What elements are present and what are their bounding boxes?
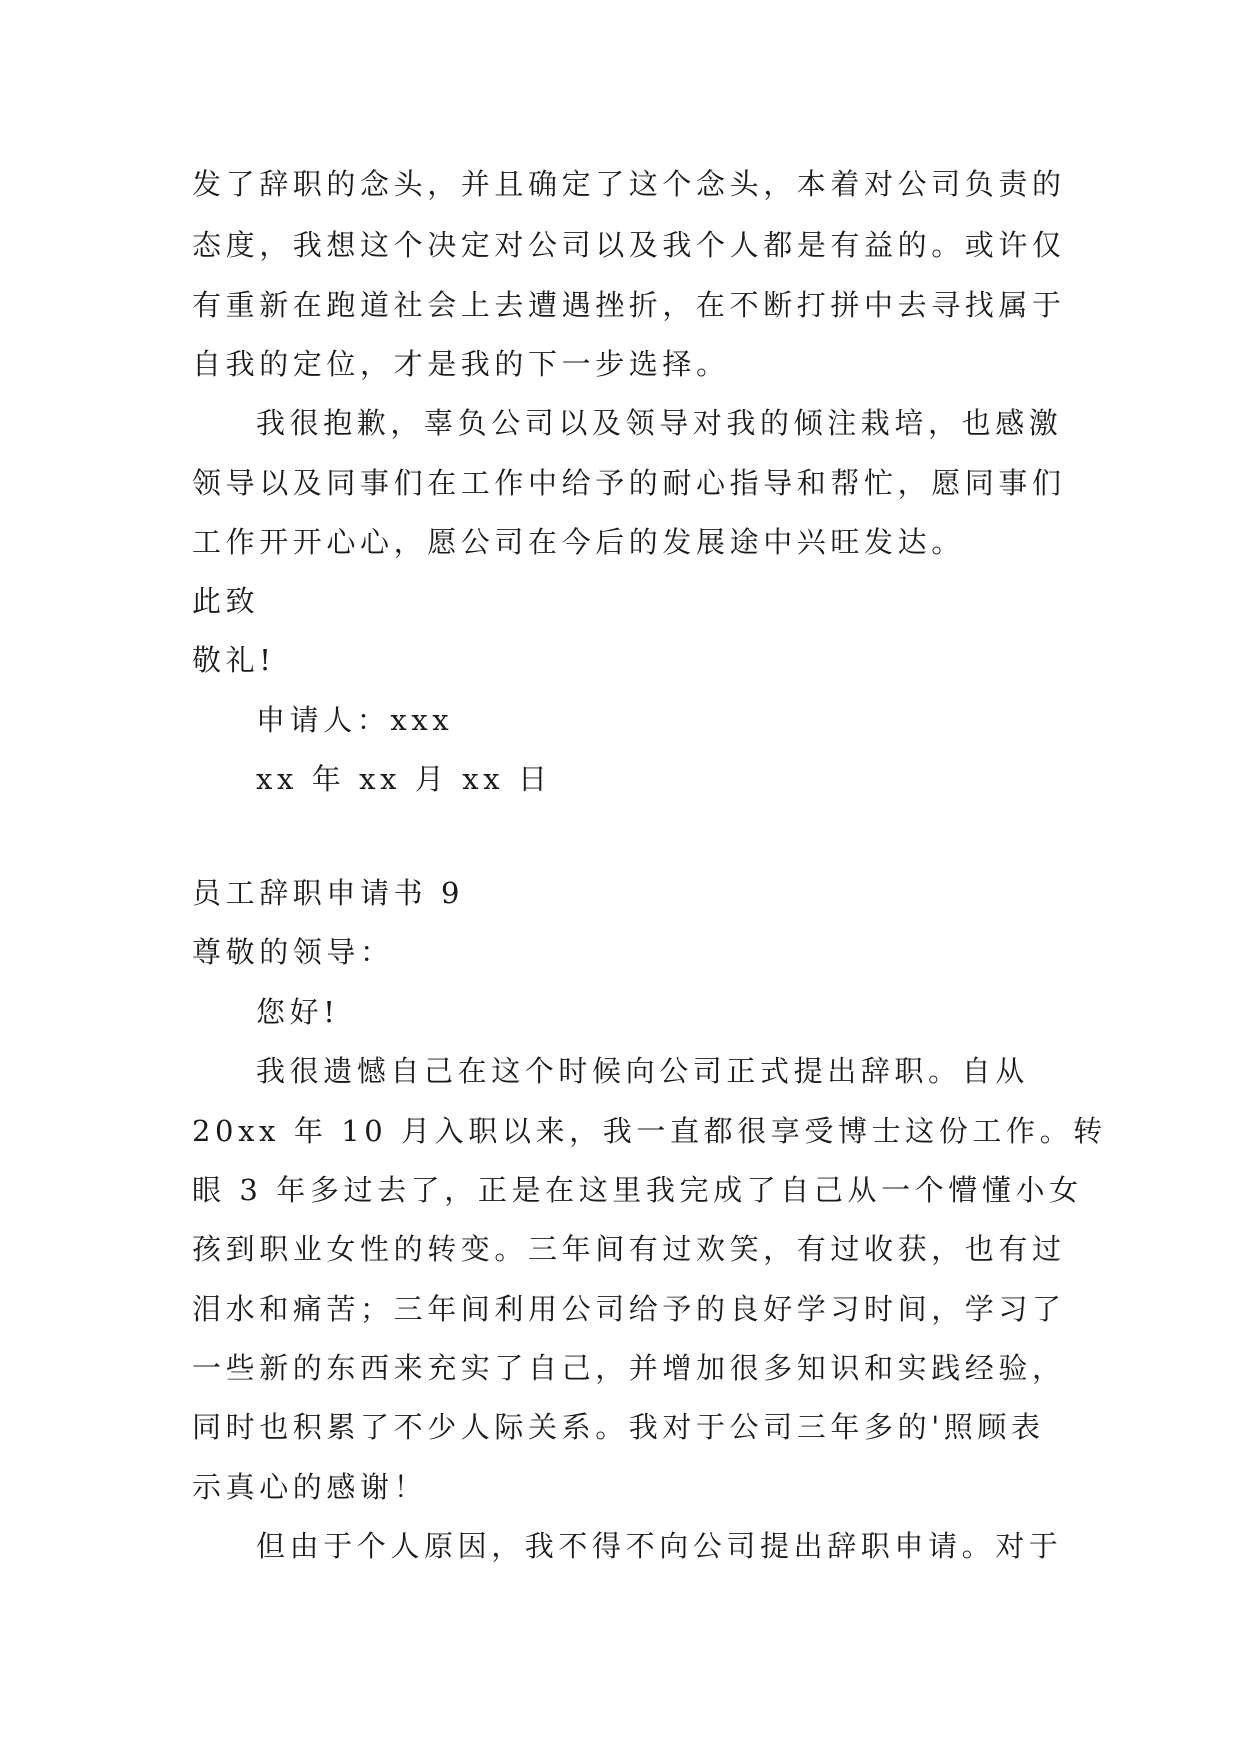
body-line: 自我的定位，才是我的下一步选择。 [192,347,730,381]
greeting-line: 您好! [256,995,340,1029]
body-line: 我很抱歉，辜负公司以及领导对我的倾注栽培，也感激 [256,406,1063,440]
date-line: xx 年 xx 月 xx 日 [256,762,552,796]
body-line: 一些新的东西来充实了自己，并增加很多知识和实践经验， [192,1351,1066,1385]
body-line: 我很遗憾自己在这个时候向公司正式提出辞职。自从 [256,1054,1029,1088]
closing-line: 此致 [192,584,260,618]
body-line: 但由于个人原因，我不得不向公司提出辞职申请。对于 [256,1529,1063,1563]
body-line: 态度，我想这个决定对公司以及我个人都是有益的。或许仅 [192,228,1066,262]
body-line: 同时也积累了不少人际关系。我对于公司三年多的'照顾表 [192,1410,1045,1444]
body-line: 泪水和痛苦；三年间利用公司给予的良好学习时间，学习了 [192,1292,1066,1326]
body-line: 发了辞职的念头，并且确定了这个念头，本着对公司负责的 [192,167,1066,201]
body-line: 领导以及同事们在工作中给予的耐心指导和帮忙，愿同事们 [192,466,1066,500]
body-line: 20xx 年 10 月入职以来，我一直都很享受博士这份工作。转 [192,1114,1107,1148]
body-line: 眼 3 年多过去了，正是在这里我完成了自己从一个懵懂小女 [192,1173,1083,1207]
body-line: 工作开开心心，愿公司在今后的发展途中兴旺发达。 [192,525,965,559]
body-line: 孩到职业女性的转变。三年间有过欢笑，有过收获，也有过 [192,1232,1066,1266]
section-title: 员工辞职申请书 9 [192,876,465,910]
body-line: 示真心的感谢！ [192,1470,428,1504]
salutation-line: 敬礼! [192,643,276,677]
applicant-line: 申请人：xxx [256,703,454,737]
body-line: 有重新在跑道社会上去遭遇挫折，在不断打拼中去寻找属于 [192,288,1066,322]
greeting-line: 尊敬的领导： [192,935,394,969]
